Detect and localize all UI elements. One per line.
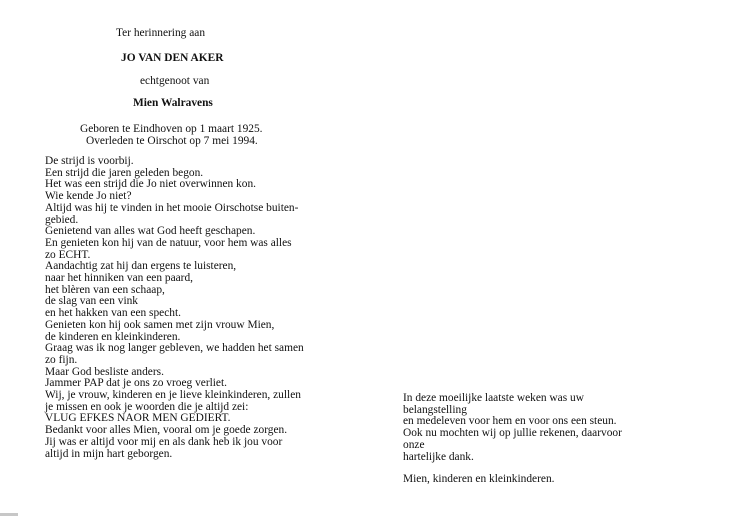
birth-line: Geboren te Eindhoven op 1 maart 1925. (80, 123, 263, 135)
poem-line: En genieten kon hij van de natuur, voor hem was alles (45, 236, 292, 249)
poem-line: de slag van een vink (45, 295, 138, 308)
thanks-section (403, 393, 639, 486)
poem-line: altijd in mijn hart geborgen. (45, 447, 173, 460)
poem-line: Genieten kon hij ook samen met zijn vrouw Mien, (45, 318, 275, 331)
family-signoff: Mien, kinderen en kleinkinderen. (403, 473, 555, 486)
deceased-name: JO VAN DEN AKER (121, 52, 224, 64)
poem-line: de kinderen en kleinkinderen. (45, 330, 181, 343)
thanks-line: In deze moeilijke laatste weken was uw belangstelling (403, 392, 584, 416)
poem-line: Graag was ik nog langer gebleven, we hadden het samen (45, 342, 304, 355)
poem-line: Bedankt voor alles Mien, vooral om je goede zorgen. (45, 424, 288, 437)
in-memory-heading: Ter herinnering aan (116, 27, 206, 39)
thanks-line: hartelijke dank. (403, 450, 474, 463)
poem-line: Maar God besliste anders. (45, 365, 164, 378)
poem-line: Het was een strijd die Jo niet overwinnen kon. (45, 178, 256, 191)
poem-line: gebied. (45, 213, 79, 226)
poem-line: je missen en ook je woorden die je altijd zei: (45, 400, 249, 413)
thanks-line: Ook nu mochten wij op jullie rekenen, daarvoor onze (403, 427, 622, 451)
poem-line: De strijd is voorbij. (45, 155, 134, 167)
poem (45, 156, 313, 460)
scan-edge-mark (0, 513, 18, 516)
spouse-name: Mien Walravens (133, 97, 213, 109)
thanks-line: en medeleven voor hem en voor ons een steun. (403, 415, 617, 428)
poem-line: Wie kende Jo niet? (45, 190, 132, 203)
poem-line: zo ECHT. (45, 248, 91, 261)
death-line: Overleden te Oirschot op 7 mei 1994. (86, 135, 258, 147)
poem-line: Een strijd die jaren geleden begon. (45, 166, 204, 179)
poem-line: en het hakken van een specht. (45, 307, 181, 320)
poem-line: Aandachtig zat hij dan ergens te luisteren, (45, 260, 237, 273)
poem-line: naar het hinniken van een paard, (45, 272, 194, 285)
poem-line: Altijd was hij te vinden in het mooie Oirschotse buiten- (45, 201, 299, 214)
poem-line: Jij was er altijd voor mij en als dank heb ik jou voor (45, 435, 283, 448)
poem-line: Jammer PAP dat je ons zo vroeg verliet. (45, 377, 228, 390)
spouse-of-label: echtgenoot van (140, 75, 210, 87)
poem-line: VLUG EFKES NAOR MEN GEDIERT. (45, 412, 231, 425)
poem-line: Wij, je vrouw, kinderen en je lieve kleinkinderen, zullen (45, 389, 301, 402)
poem-line: het blèren van een schaap, (45, 283, 165, 296)
poem-line: zo fijn. (45, 353, 78, 366)
poem-line: Genietend van alles wat God heeft geschapen. (45, 225, 256, 238)
